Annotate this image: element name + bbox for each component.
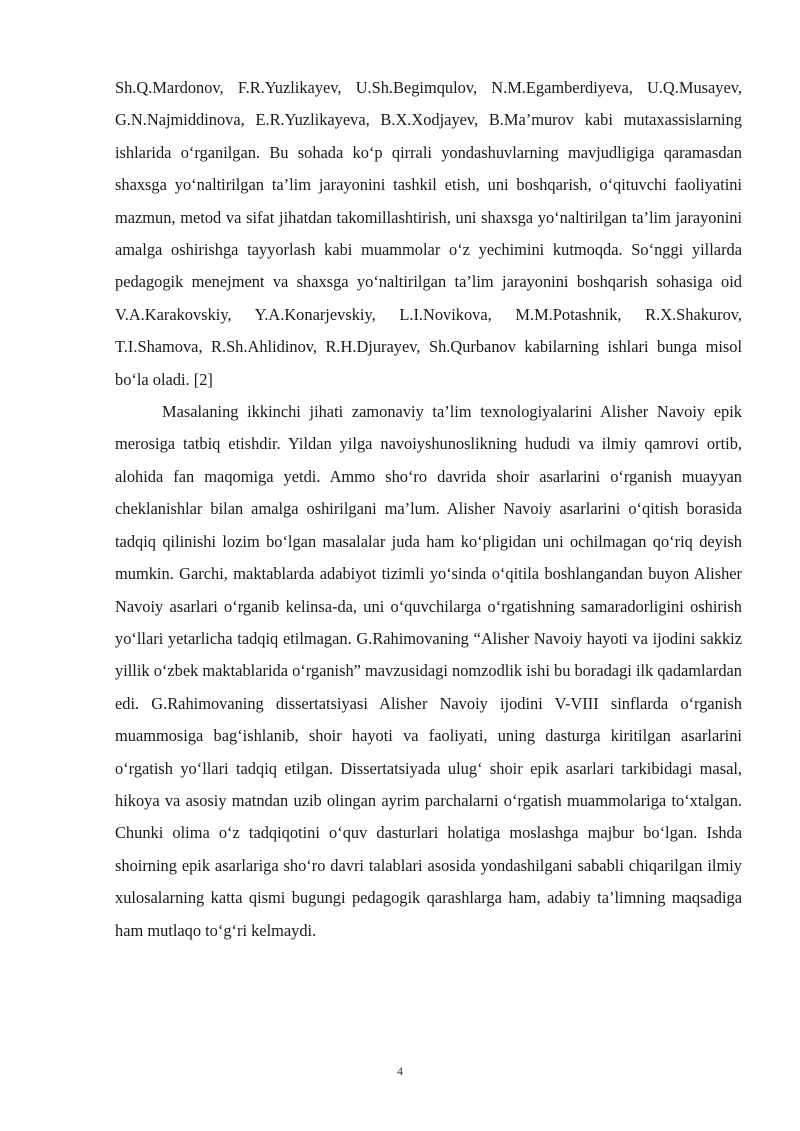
paragraph-continuation: Sh.Q.Mardonov, F.R.Yuzlikayev, U.Sh.Begimqulov, N.M.Egamberdiyeva, U.Q.Musayev, G.N.Najmiddinova, E.R.Yuzlikayeva, B.X.Xodjayev, B.Ma’murov kabi mutaxassislarning ishlarida o‘rganilgan. Bu sohada ko‘p qirrali yondashuvlarning mavjudligiga qaramasdan shaxsga yo‘naltirilgan ta’lim jarayonini tashkil etish, uni boshqarish, o‘qituvchi faoliyatini mazmun, metod va sifat jihatdan takomillashtirish, uni shaxsga yo‘naltirilgan ta’lim jarayonini amalga oshirishga tayyorlash kabi muammolar o‘z yechimini kutmoqda. So‘nggi yillarda pedagogik menejment va shaxsga yo‘naltirilgan ta’lim jarayonini boshqarish sohasiga oid V.A.Karakovskiy, Y.A.Konarjevskiy, L.I.Novikova, M.M.Potashnik, R.X.Shakurov, T.I.Shamova, R.Sh.Ahlidinov, R.H.Djurayev, Sh.Qurbanov kabilarning ishlari bunga misol bo‘la oladi. [2] [115,78,742,389]
document-body [115,72,742,947]
paragraph-navoiy: Masalaning ikkinchi jihati zamonaviy ta’lim texnologiyalarini Alisher Navoiy epik merosiga tatbiq etishdir. Yildan yilga navoiyshunoslikning hududi va ilmiy qamrovi ortib, alohida fan maqomiga yetdi. Ammo sho‘ro davrida shoir asarlarini o‘rganish muayyan cheklanishlar bilan amalga oshirilgani ma’lum. Alisher Navoiy asarlarini o‘qitish borasida tadqiq qilinishi lozim bo‘lgan masalalar juda ham ko‘pligidan uni ochilmagan qo‘riq deyish mumkin. Garchi, maktablarda adabiyot tizimli yo‘sinda o‘qitila boshlangandan buyon Alisher Navoiy asarlari o‘rganib kelinsa-da, uni o‘quvchilarga o‘rgatishning samaradorligini oshirish yo‘llari yetarlicha tadqiq etilmagan. G.Rahimovaning “Alisher Navoiy hayoti va ijodini sakkiz yillik o‘zbek maktablarida o‘rganish” mavzusidagi nomzodlik ishi bu boradagi ilk qadamlardan edi. G.Rahimovaning dissertatsiyasi Alisher Navoiy ijodini V-VIII sinflarda o‘rganish muammosiga bag‘ishlanib, shoir hayoti va faoliyati, uning dasturga kiritilgan asarlarini o‘rgatish yo‘llari tadqiq etilgan. Dissertatsiyada ulug‘ shoir epik asarlari tarkibidagi masal, hikoya va asosiy matndan uzib olingan ayrim parchalarni o‘rgatish muammolariga to‘xtalgan. Chunki olima o‘z tadqiqotini o‘quv dasturlari holatiga moslashga majbur bo‘lgan. Ishda shoirning epik asarlariga sho‘ro davri talablari asosida yondashilgani sababli chiqarilgan ilmiy xulosalarning katta qismi bugungi pedagogik qarashlarga ham, adabiy ta’limning maqsadiga ham mutlaqo to‘g‘ri kelmaydi. [115,402,742,940]
page-number: 4 [397,1064,403,1078]
